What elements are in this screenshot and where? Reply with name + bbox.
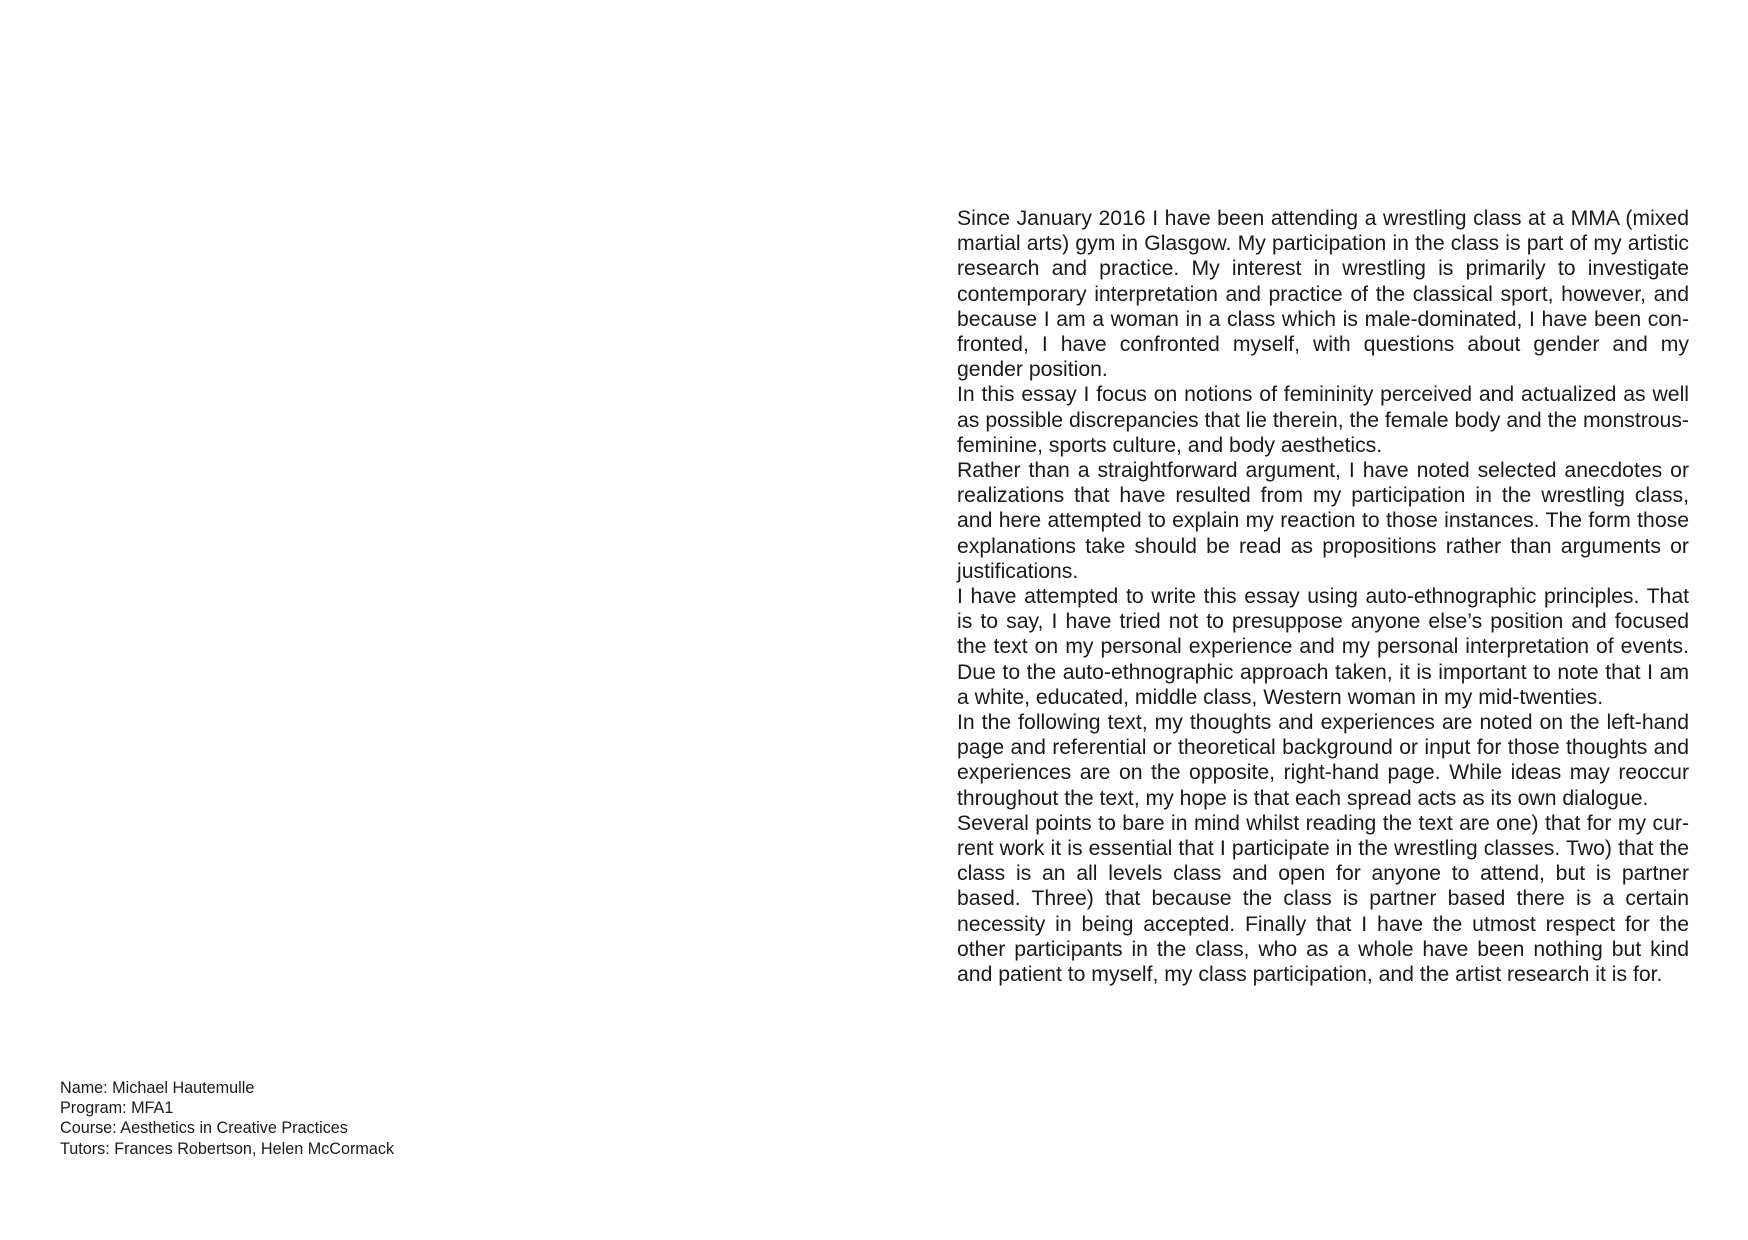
author-tutors: Tutors: Frances Robertson, Helen McCormack bbox=[60, 1139, 395, 1158]
author-program: Program: MFA1 bbox=[60, 1099, 174, 1118]
essay-body bbox=[957, 206, 1689, 987]
essay-paragraph-4: I have attempted to write this essay using auto-ethnographic principles. That is to say, I have tried not to presuppose anyone else’s position and focused the text on my personal experience and my personal interpretation of events. Due to the auto-ethnographic approach taken, it is important to note that I am a white, educated, middle class, Western woman in my mid-twenties. bbox=[957, 585, 1689, 709]
author-name: Name: Michael Hautemulle bbox=[60, 1079, 255, 1097]
essay-paragraph-3: Rather than a straightforward argument, I have noted selected anecdotes or realizations that have resulted from my participation in the wrestling class, and here attempted to explain my reaction to those instances. The form those explanations take should be read as propositions rather than arguments or justifications. bbox=[957, 459, 1689, 583]
author-info bbox=[60, 1078, 394, 1159]
essay-paragraph-6: Several points to bare in mind whilst reading the text are one) that for my current work it is essential that I participate in the wrestling classes. Two) that the class is an all levels class and open for anyone to attend, but is partner based. Three) that because the class is partner based there is a certain necessity in being accepted. Finally that I have the utmost respect for the other participants in the class, who as a whole have been nothing but kind and patient to myself, my class participation, and the artist research it is for. bbox=[957, 811, 1689, 987]
essay-paragraph-2: In this essay I focus on notions of femininity perceived and actualized as well as possible discrepancies that lie therein, the female body and the monstrous-feminine, sports culture, and body aesthetics. bbox=[957, 383, 1689, 457]
essay-paragraph-5: In the following text, my thoughts and experiences are noted on the left-hand page and referential or theoretical background or input for those thoughts and experiences are on the opposite, right-hand page. While ideas may reoccur throughout the text, my hope is that each spread acts as its own dialogue. bbox=[957, 711, 1689, 810]
essay-paragraph-1: Since January 2016 I have been attending a wrestling class at a MMA (mixed martial arts) gym in Glasgow. My participation in the class is part of my artistic research and practice. My interest in wrestling is primarily to investigate contemporary interpretation and practice of the classical sport, however, and because I am a woman in a class which is male-dominated, I have been confronted, I have confronted myself, with questions about gender and my gender position. bbox=[957, 207, 1689, 382]
author-course: Course: Aesthetics in Creative Practices bbox=[60, 1119, 348, 1138]
